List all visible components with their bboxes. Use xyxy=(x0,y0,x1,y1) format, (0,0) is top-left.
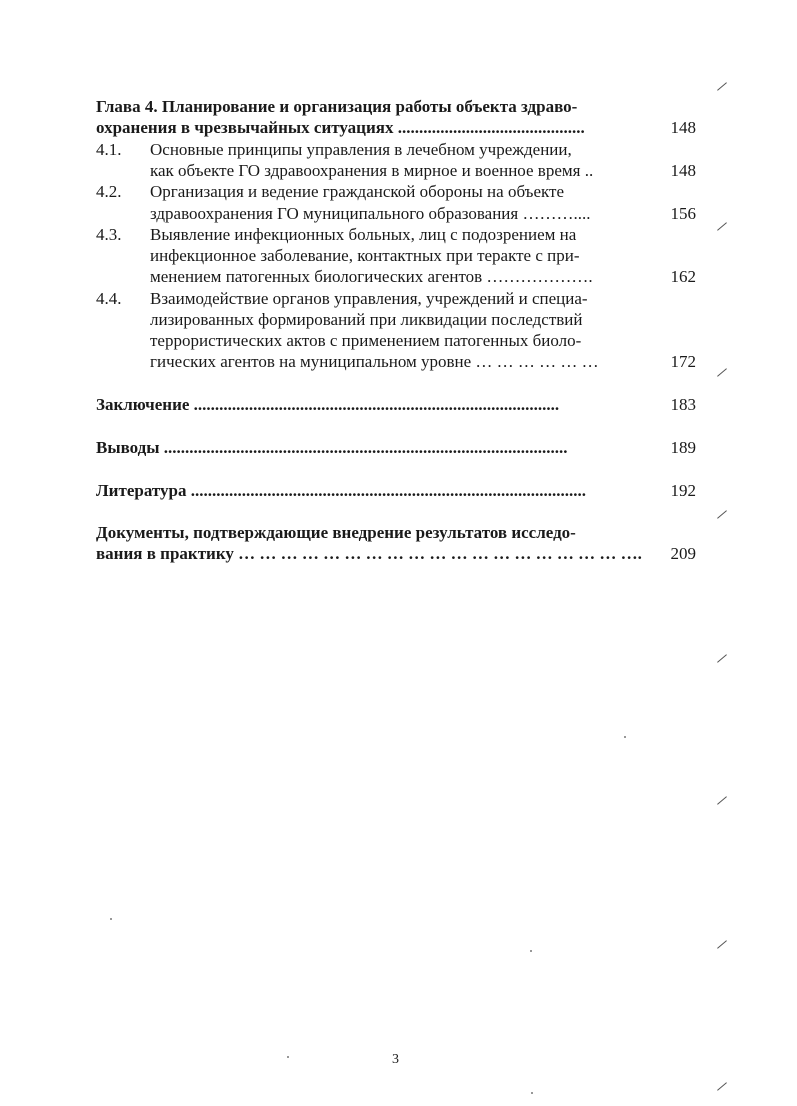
findings-page: 189 xyxy=(670,438,696,457)
scan-mark xyxy=(717,796,727,804)
section-4-1-number: 4.1. xyxy=(96,140,122,159)
section-4-2-number: 4.2. xyxy=(96,182,122,201)
section-4-2-line2: здравоохранения ГО муниципального образования ……….... xyxy=(150,204,591,223)
section-4-2-page: 156 xyxy=(670,204,696,223)
section-4-4-page: 172 xyxy=(670,352,696,371)
scan-speck xyxy=(531,1092,533,1094)
section-4-3-line1: Выявление инфекционных больных, лиц с подозрением на xyxy=(150,225,577,244)
section-4-4-number: 4.4. xyxy=(96,289,122,308)
section-4-4-line2: лизированных формирований при ликвидации последствий xyxy=(150,310,583,329)
chapter-4-page: 148 xyxy=(670,118,696,137)
documents-entry-line1: Документы, подтверждающие внедрение результатов исследо- xyxy=(96,523,576,542)
section-4-3-number: 4.3. xyxy=(96,225,122,244)
section-4-4-line3: террористических актов с применением патогенных биоло- xyxy=(150,331,582,350)
section-4-3-line2: инфекционное заболевание, контактных при теракте с при- xyxy=(150,246,580,265)
chapter-4-title-line1: Глава 4. Планирование и организация работы объекта здраво- xyxy=(96,97,578,116)
scan-speck xyxy=(287,1056,289,1058)
section-4-3-line3: менением патогенных биологических агентов ………………. xyxy=(150,267,593,286)
scan-speck xyxy=(624,736,626,738)
scan-mark xyxy=(717,1082,727,1090)
scan-mark xyxy=(717,222,727,230)
findings-entry: Выводы ............................................................................................... xyxy=(96,438,568,457)
chapter-4-title-line2: охранения в чрезвычайных ситуациях ............................................ xyxy=(96,118,585,137)
documents-entry-line2: вания в практику … … … … … … … … … … … … … … … … … … …. xyxy=(96,544,642,563)
section-4-1-page: 148 xyxy=(670,161,696,180)
scan-mark xyxy=(717,654,727,662)
documents-page: 209 xyxy=(670,544,696,563)
section-4-1-line1: Основные принципы управления в лечебном учреждении, xyxy=(150,140,572,159)
page-number: 3 xyxy=(392,1052,399,1067)
section-4-1-line2: как объекте ГО здравоохранения в мирное и военное время .. xyxy=(150,161,594,180)
scan-speck xyxy=(530,950,532,952)
scan-mark xyxy=(717,368,727,376)
literature-page: 192 xyxy=(670,481,696,500)
scan-mark xyxy=(717,940,727,948)
section-4-3-page: 162 xyxy=(670,267,696,286)
scan-speck xyxy=(110,918,112,920)
literature-entry: Литература ............................................................................................. xyxy=(96,481,586,500)
scan-mark xyxy=(717,510,727,518)
section-4-2-line1: Организация и ведение гражданской обороны на объекте xyxy=(150,182,565,201)
conclusion-entry: Заключение ...................................................................................... xyxy=(96,395,560,414)
conclusion-page: 183 xyxy=(670,395,696,414)
scan-mark xyxy=(717,82,727,90)
section-4-4-line4: гических агентов на муниципальном уровне … … … … … … xyxy=(150,352,599,371)
section-4-4-line1: Взаимодействие органов управления, учреждений и специа- xyxy=(150,289,588,308)
